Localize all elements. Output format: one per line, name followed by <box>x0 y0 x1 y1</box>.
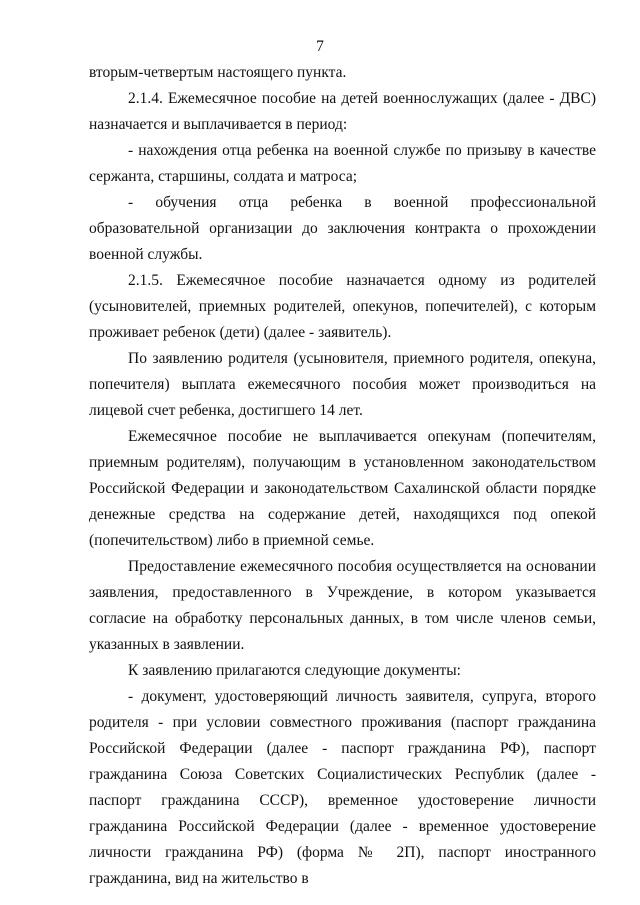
paragraph: Ежемесячное пособие не выплачивается опекунам (попечителям, приемным родителям), получающим в установленном законодательством Российской Федерации и законодательством Сахалинской области порядке денежные средства на содержание детей, находящихся под опекой (попечительством) либо в приемной семье. <box>89 428 596 549</box>
paragraph: К заявлению прилагаются следующие документы: <box>128 662 461 679</box>
paragraph: Предоставление ежемесячного пособия осуществляется на основании заявления, предоставленного в Учреждение, в котором указывается согласие на обработку персональных данных, в том числе членов семьи, указанных в заявлении. <box>89 558 596 653</box>
paragraph: - нахождения отца ребенка на военной службе по призыву в качестве сержанта, старшины, солдата и матроса; <box>89 142 596 185</box>
paragraph: 2.1.4. Ежемесячное пособие на детей военнослужащих (далее - ДВС) назначается и выплачивается в период: <box>89 90 596 133</box>
page-number: 7 <box>316 38 324 55</box>
document-body <box>89 60 596 892</box>
paragraph: 2.1.5. Ежемесячное пособие назначается одному из родителей (усыновителей, приемных родителей, опекунов, попечителей), с которым проживает ребенок (дети) (далее - заявитель). <box>89 272 596 341</box>
paragraph: По заявлению родителя (усыновителя, приемного родителя, опекуна, попечителя) выплата ежемесячного пособия может производиться на лицевой счет ребенка, достигшего 14 лет. <box>89 350 596 419</box>
paragraph: - документ, удостоверяющий личность заявителя, супруга, второго родителя - при условии совместного проживания (паспорт гражданина Российской Федерации (далее - паспорт гражданина РФ), паспорт гражданина Союза Советских Социалистических Республик (далее - паспорт гражданина СССР), временное удостоверение личности гражданина Российской Федерации (далее - временное удостоверение личности гражданина РФ) (форма № 2П), паспорт иностранного гражданина, вид на жительство в <box>89 688 596 887</box>
paragraph: - обучения отца ребенка в военной профессиональной образовательной организации до заключения контракта о прохождении военной службы. <box>89 194 596 263</box>
paragraph: вторым-четвертым настоящего пункта. <box>89 64 347 81</box>
